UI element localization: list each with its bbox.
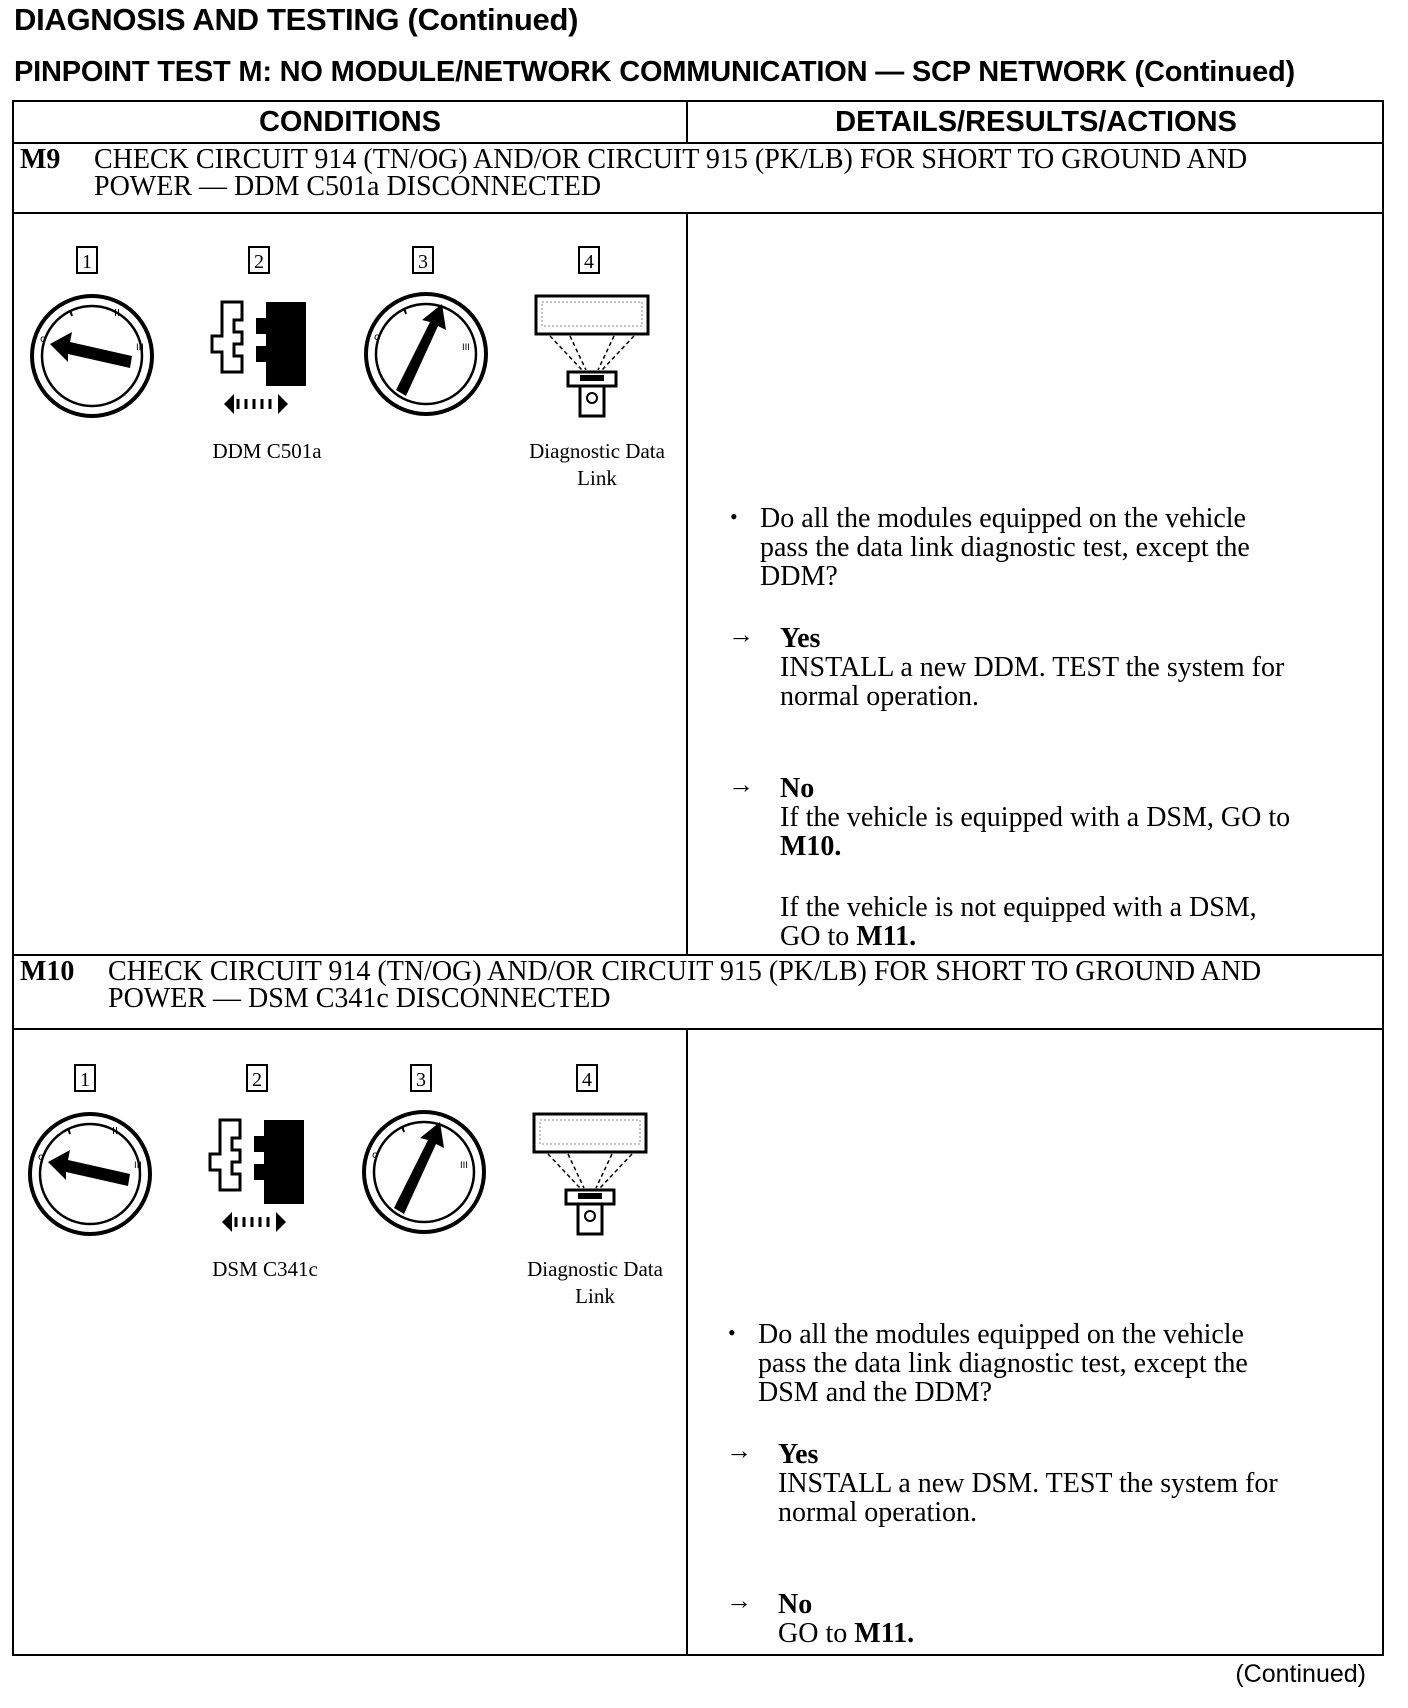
step-number-box: 2	[248, 246, 270, 274]
dlc-caption-line: Diagnostic Data	[527, 1257, 663, 1281]
column-divider	[686, 214, 688, 954]
no-action-line: If the vehicle is equipped with a DSM, GO to	[780, 802, 1291, 833]
yes-label: Yes	[778, 1439, 819, 1470]
no-action-line	[778, 1619, 1378, 1648]
yes-action-line: INSTALL a new DDM. TEST the system for	[780, 652, 1285, 683]
step-m9-question	[730, 503, 1380, 592]
step-m9-yes-result	[728, 620, 1380, 712]
step-number-box: 1	[76, 246, 98, 274]
step-m10-yes-result	[726, 1436, 1378, 1528]
dlc-caption	[502, 1256, 688, 1310]
svg-text:III: III	[136, 343, 144, 353]
svg-text:o: o	[372, 1150, 379, 1161]
no-action-line: If the vehicle is not equipped with a DSM,	[780, 892, 1257, 923]
yes-label: Yes	[780, 623, 821, 654]
connector-disconnect-icon	[194, 1114, 334, 1234]
step-number-box: 3	[410, 1064, 432, 1092]
no-label: No	[780, 773, 815, 804]
step-m10-title-row	[14, 954, 1382, 1028]
question-line: Do all the modules equipped on the vehicle	[758, 1319, 1244, 1350]
svg-text:III: III	[460, 1161, 468, 1171]
goto-step-link: M11.	[856, 921, 917, 952]
dlc-caption-line: Diagnostic Data	[529, 439, 665, 463]
svg-text:III: III	[462, 343, 470, 353]
question-line: Do all the modules equipped on the vehicle	[760, 503, 1246, 534]
question-line: DDM?	[760, 561, 838, 592]
step-id: M9	[20, 144, 61, 175]
svg-text:II: II	[112, 1126, 118, 1137]
yes-action-line: normal operation.	[778, 1497, 978, 1528]
question-line: DSM and the DDM?	[758, 1377, 993, 1408]
details-header: DETAILS/RESULTS/ACTIONS	[835, 106, 1237, 138]
page-title: DIAGNOSIS AND TESTING (Continued)	[14, 2, 579, 37]
ignition-switch-on-icon	[362, 290, 490, 418]
bullet-icon: •	[728, 1320, 736, 1345]
arrow-right-icon: →	[726, 1586, 752, 1615]
step-m9-figure	[14, 214, 686, 514]
no-label: No	[778, 1589, 813, 1620]
no-action-text: GO to	[778, 1618, 855, 1649]
svg-text:o: o	[374, 332, 381, 343]
svg-text:III: III	[134, 1161, 142, 1171]
step-number-box: 2	[246, 1064, 268, 1092]
connector-caption: DSM C341c	[212, 1257, 318, 1281]
conditions-header: CONDITIONS	[258, 106, 442, 138]
step-m9-title-row	[14, 142, 1382, 212]
step-m10-question	[728, 1319, 1378, 1408]
step-m10-figure	[14, 1030, 686, 1330]
step-number-box: 1	[74, 1064, 96, 1092]
yes-action-line: normal operation.	[780, 681, 980, 712]
no-action-line	[780, 922, 1380, 951]
diagnostic-data-link-icon	[528, 1110, 658, 1240]
dlc-caption-line: Link	[577, 466, 617, 490]
diagnostic-data-link-icon	[530, 292, 660, 422]
connector-caption: DDM C501a	[212, 439, 322, 463]
step-title	[94, 146, 1374, 200]
question-line: pass the data link diagnostic test, except the	[760, 532, 1250, 563]
step-title-line: POWER — DDM C501a DISCONNECTED	[94, 171, 602, 202]
question-line: pass the data link diagnostic test, except the	[758, 1348, 1248, 1379]
bullet-icon: •	[730, 504, 738, 529]
dlc-caption-line: Link	[575, 1284, 615, 1308]
svg-text:o: o	[40, 334, 47, 345]
svg-text:o: o	[38, 1152, 45, 1163]
step-number-box: 3	[412, 246, 434, 274]
arrow-right-icon: →	[728, 620, 754, 649]
pinpoint-test-title: PINPOINT TEST M: NO MODULE/NETWORK COMMUNICATION — SCP NETWORK (Continued)	[14, 56, 1295, 88]
ignition-switch-on-icon	[360, 1108, 488, 1236]
continued-label: (Continued)	[1235, 1660, 1366, 1688]
step-title-line: POWER — DSM C341c DISCONNECTED	[108, 983, 611, 1014]
column-divider	[686, 1030, 688, 1656]
step-m9-no-result	[728, 770, 1380, 952]
yes-action-line: INSTALL a new DSM. TEST the system for	[778, 1468, 1278, 1499]
arrow-right-icon: →	[726, 1436, 752, 1465]
arrow-right-icon: →	[728, 770, 754, 799]
goto-step-link: M11.	[854, 1618, 915, 1649]
step-number-box: 4	[578, 246, 600, 274]
svg-text:II: II	[114, 308, 120, 319]
column-divider	[686, 102, 688, 142]
step-id: M10	[20, 956, 75, 987]
step-title-line: CHECK CIRCUIT 914 (TN/OG) AND/OR CIRCUIT 915 (PK/LB) FOR SHORT TO GROUND AND	[108, 956, 1262, 987]
step-number-box: 4	[576, 1064, 598, 1092]
pinpoint-test-table	[12, 100, 1384, 1656]
no-action-text: GO to	[780, 921, 857, 952]
ignition-switch-off-icon	[28, 292, 156, 420]
connector-disconnect-icon	[196, 296, 336, 416]
step-title	[108, 958, 1374, 1012]
ignition-switch-off-icon	[26, 1110, 154, 1238]
step-title-line: CHECK CIRCUIT 914 (TN/OG) AND/OR CIRCUIT 915 (PK/LB) FOR SHORT TO GROUND AND	[94, 144, 1248, 175]
no-action-line: M10.	[780, 831, 842, 862]
dlc-caption	[504, 438, 690, 492]
step-m10-no-result	[726, 1586, 1378, 1649]
